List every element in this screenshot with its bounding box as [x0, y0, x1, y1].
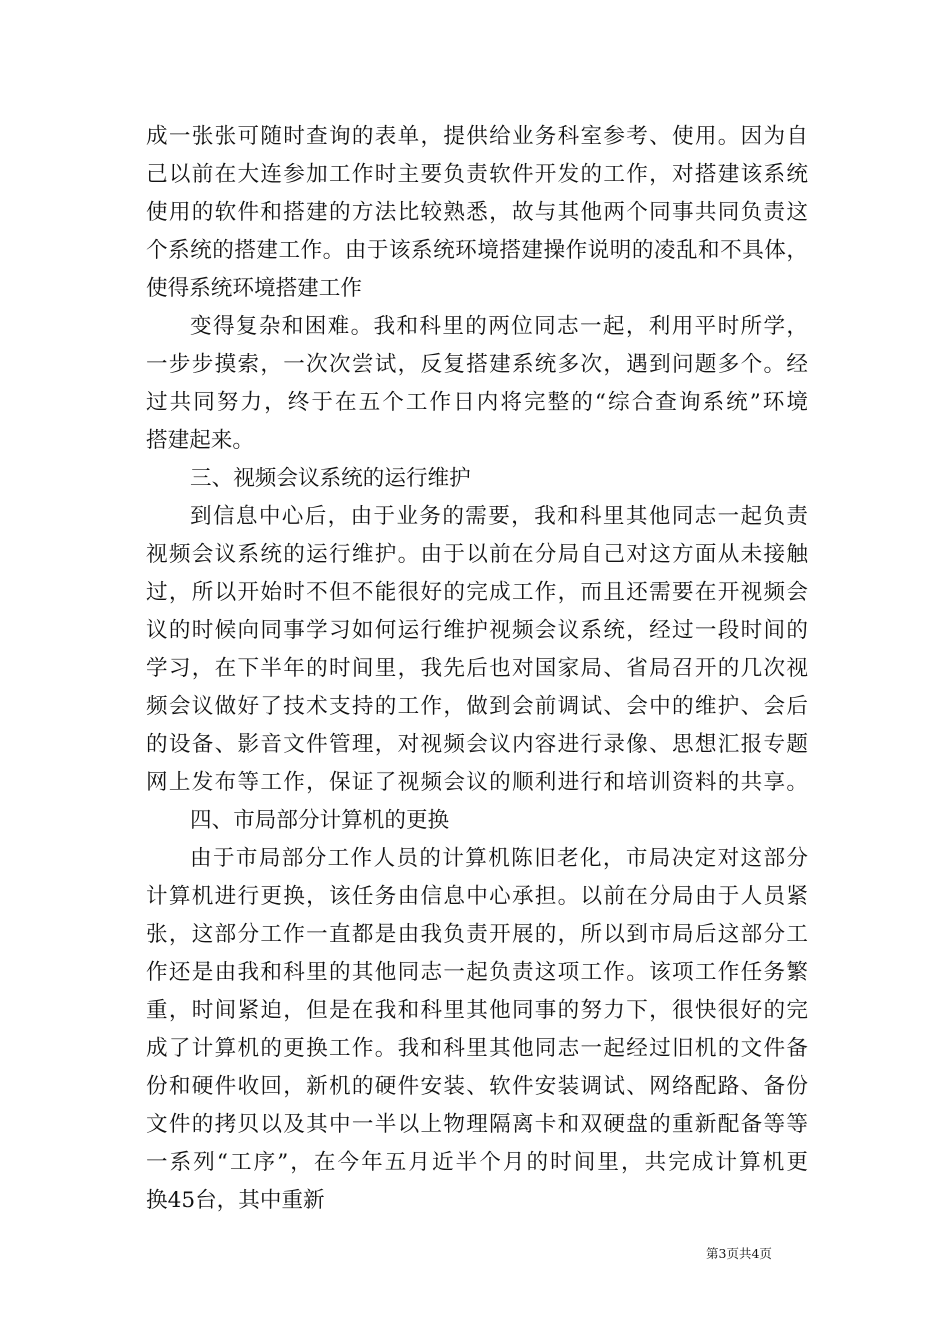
text-line: 成一张张可随时查询的表单，提供给业务科室参考、使用。因为自	[146, 124, 808, 149]
section-heading: 三、视频会议系统的运行维护	[190, 466, 471, 491]
text-line: 的设备、影音文件管理，对视频会议内容进行录像、思想汇报专题	[146, 732, 808, 757]
text-line: 换45台，其中重新	[146, 1188, 325, 1213]
text-line: 搭建起来。	[146, 428, 254, 453]
text-line: 成了计算机的更换工作。我和科里其他同志一起经过旧机的文件备	[146, 1036, 808, 1061]
text-line: 个系统的搭建工作。由于该系统环境搭建操作说明的凌乱和不具体，	[146, 238, 808, 263]
text-line: 过共同努力，终于在五个工作日内将完整的“综合查询系统”环境	[146, 390, 808, 415]
section-heading: 四、市局部分计算机的更换	[190, 808, 450, 833]
text-line: 重，时间紧迫，但是在我和科里其他同事的努力下，很快很好的完	[146, 998, 808, 1023]
paragraph-first-line: 变得复杂和困难。我和科里的两位同志一起，利用平时所学，	[190, 314, 808, 339]
text-line: 议的时候向同事学习如何运行维护视频会议系统，经过一段时间的	[146, 618, 808, 643]
page-number-footer: 第3页共4页	[706, 1246, 772, 1261]
text-line: 频会议做好了技术支持的工作，做到会前调试、会中的维护、会后	[146, 694, 808, 719]
text-line: 一系列“工序”，在今年五月近半个月的时间里，共完成计算机更	[146, 1150, 808, 1175]
paragraph-first-line: 到信息中心后，由于业务的需要，我和科里其他同志一起负责	[190, 504, 808, 529]
text-line: 张，这部分工作一直都是由我负责开展的，所以到市局后这部分工	[146, 922, 808, 947]
text-line: 视频会议系统的运行维护。由于以前在分局自己对这方面从未接触	[146, 542, 808, 567]
paragraph-first-line: 由于市局部分工作人员的计算机陈旧老化，市局决定对这部分	[190, 846, 808, 871]
text-line: 文件的拷贝以及其中一半以上物理隔离卡和双硬盘的重新配备等等	[146, 1112, 808, 1137]
text-line: 学习，在下半年的时间里，我先后也对国家局、省局召开的几次视	[146, 656, 808, 681]
text-line: 过，所以开始时不但不能很好的完成工作，而且还需要在开视频会	[146, 580, 808, 605]
text-line: 份和硬件收回，新机的硬件安装、软件安装调试、网络配路、备份	[146, 1074, 808, 1099]
text-line: 使得系统环境搭建工作	[146, 276, 362, 301]
text-line: 己以前在大连参加工作时主要负责软件开发的工作，对搭建该系统	[146, 162, 808, 187]
text-line: 网上发布等工作，保证了视频会议的顺利进行和培训资料的共享。	[146, 770, 808, 795]
text-line: 一步步摸索，一次次尝试，反复搭建系统多次，遇到问题多个。经	[146, 352, 808, 377]
text-line: 使用的软件和搭建的方法比较熟悉，故与其他两个同事共同负责这	[146, 200, 808, 225]
text-line: 计算机进行更换，该任务由信息中心承担。以前在分局由于人员紧	[146, 884, 808, 909]
text-line: 作还是由我和科里的其他同志一起负责这项工作。该项工作任务繁	[146, 960, 808, 985]
